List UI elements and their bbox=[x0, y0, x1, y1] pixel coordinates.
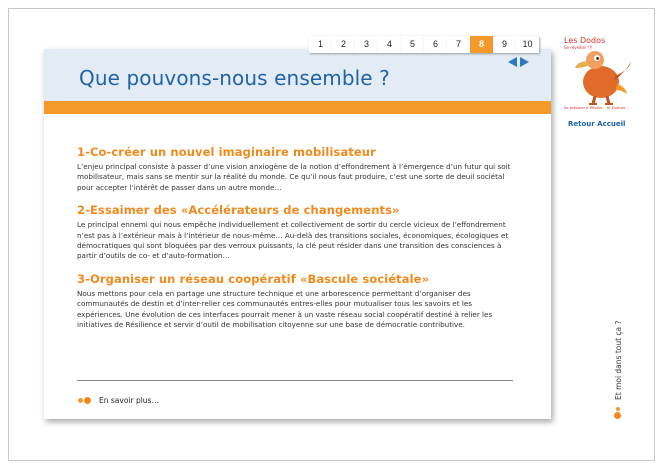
side-dots-icon[interactable] bbox=[614, 407, 621, 419]
page-button-3[interactable]: 3 bbox=[355, 36, 378, 53]
logo[interactable] bbox=[559, 36, 639, 116]
orange-dots-icon bbox=[78, 397, 91, 404]
side-question-label: Et moi dans tout ça ? bbox=[614, 320, 623, 400]
home-link[interactable]: Retour Accueil bbox=[568, 120, 626, 128]
page-navigator bbox=[309, 36, 539, 54]
section-heading: 2-Essaimer des «Accélérateurs de changements» bbox=[77, 203, 400, 218]
pager-arrows bbox=[508, 57, 529, 67]
arrow-right-icon[interactable] bbox=[520, 57, 529, 67]
learn-more-link[interactable] bbox=[78, 396, 159, 405]
page-button-1[interactable]: 1 bbox=[309, 36, 332, 53]
section-3 bbox=[77, 272, 517, 331]
section-body: L’enjeu principal consiste à passer d’une vision anxiogène de la notion d’effondrement à l’émergence d’un futur qui soit mobilisateur, mais sans se mentir sur la réalité du monde. Ce qu’il nous faut produire, c’est une sorte de deuil sociétal pour accepter l’intérêt de passer dans un autre monde… bbox=[77, 162, 511, 192]
divider bbox=[77, 380, 513, 381]
page-button-6[interactable]: 6 bbox=[424, 36, 447, 53]
section-2 bbox=[77, 203, 517, 262]
section-heading: 1-Co-créer un nouvel imaginaire mobilisateur bbox=[77, 145, 376, 159]
page-button-10[interactable]: 10 bbox=[516, 36, 539, 53]
logo-title: Les Dodos bbox=[564, 36, 606, 45]
logo-tagline: Se préparer à Résilier... et Evoluer... bbox=[564, 106, 629, 110]
page-button-2[interactable]: 2 bbox=[332, 36, 355, 53]
page-button-7[interactable]: 7 bbox=[447, 36, 470, 53]
page-button-9[interactable]: 9 bbox=[493, 36, 516, 53]
side-question[interactable] bbox=[612, 312, 626, 402]
page-button-5[interactable]: 5 bbox=[401, 36, 424, 53]
section-body: Nous mettons pour cela en partage une structure technique et une arborescence permettant d’organiser des communautés de destin et d’inter-relier ces communautés entres-elles pour mutualiser tous les savoirs et les expériences. Une évolution de ces interfaces pourrait mener à un vaste réseau social coopératif destiné à relier les initiatives de Résilience et servir d’outil de mobilisation citoyenne sur une base de démocratie contributive. bbox=[77, 288, 493, 330]
logo-subtitle: Se réveiller !!! bbox=[564, 45, 593, 50]
card-header bbox=[44, 49, 551, 101]
page-button-4[interactable]: 4 bbox=[378, 36, 401, 53]
page-title: Que pouvons-nous ensemble ? bbox=[79, 66, 390, 90]
main-content bbox=[77, 145, 517, 340]
section-heading: 3-Organiser un réseau coopératif «Bascule sociétale» bbox=[77, 271, 430, 286]
dodo-bird-icon bbox=[559, 36, 639, 116]
learn-more-label: En savoir plus… bbox=[99, 396, 159, 405]
section-body: Le principal ennemi qui nous empêche individuellement et collectivement de sortir du cercle vicieux de l’effondrement n’est pas à l’extérieur mais à l’intérieur de nous-même… Au-delà des transitions sociales, économiques, écologiques et démocratiques qui sont bloquées par des verroux puissants, la clé peut résider dans une transition des consciences à partir d’outils de co- et d’auto-formation… bbox=[77, 220, 509, 261]
orange-band bbox=[44, 101, 551, 114]
section-1 bbox=[77, 145, 517, 193]
arrow-left-icon[interactable] bbox=[508, 57, 517, 67]
page-button-8-current[interactable]: 8 bbox=[470, 36, 493, 53]
